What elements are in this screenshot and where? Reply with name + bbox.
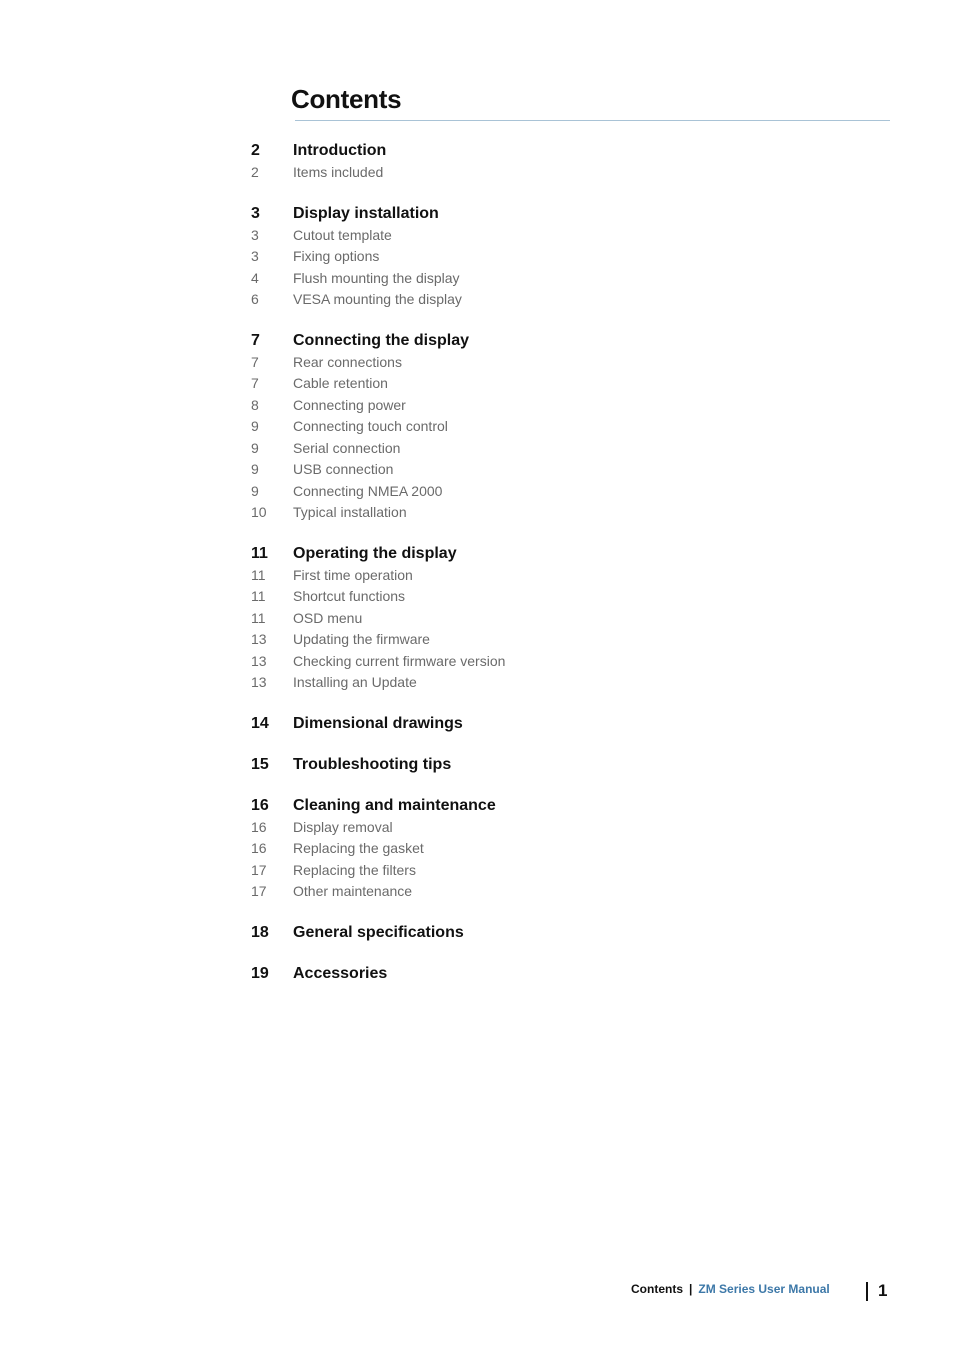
toc-entry-page-number: 6	[251, 291, 259, 307]
toc-entry[interactable]	[251, 397, 771, 419]
toc-section-heading[interactable]	[251, 545, 771, 567]
toc-entry[interactable]	[251, 418, 771, 440]
toc-entry[interactable]	[251, 164, 771, 186]
toc-section-heading[interactable]	[251, 142, 771, 164]
toc-entry[interactable]	[251, 567, 771, 589]
toc-section-page-number: 7	[251, 331, 260, 349]
toc-entry-title: Rear connections	[293, 353, 402, 370]
toc-section-heading[interactable]	[251, 332, 771, 354]
toc-section	[251, 756, 771, 778]
toc-section	[251, 332, 771, 526]
toc-entry-title: Shortcut functions	[293, 588, 406, 604]
toc-section-title: Cleaning and maintenance	[293, 796, 496, 814]
toc-entry-title: Connecting NMEA 2000	[293, 482, 443, 499]
toc-entry-title: OSD menu	[293, 609, 363, 626]
toc-section-heading[interactable]	[251, 205, 771, 227]
toc-entry-title: Items included	[293, 164, 384, 180]
toc-entry[interactable]	[251, 674, 771, 696]
toc-section-heading[interactable]	[251, 715, 771, 737]
toc-section-heading[interactable]	[251, 965, 771, 987]
toc-entry-title: Installing an Update	[293, 674, 417, 690]
toc-entry-page-number: 9	[251, 439, 259, 456]
toc-entry-page-number: 4	[251, 269, 259, 286]
toc-section-title: General specifications	[293, 923, 464, 941]
toc-entry[interactable]	[251, 504, 771, 526]
toc-section-title: Display installation	[293, 204, 439, 222]
toc-entry-page-number: 9	[251, 461, 259, 477]
toc-section-page-number: 19	[251, 964, 269, 982]
toc-entry-title: Display removal	[293, 818, 393, 835]
toc-section	[251, 142, 771, 186]
toc-entry[interactable]	[251, 840, 771, 862]
toc-section-page-number: 3	[251, 204, 260, 222]
toc-entry-title: Flush mounting the display	[293, 269, 460, 286]
toc-entry-page-number: 17	[251, 883, 267, 899]
toc-entry-page-number: 3	[251, 226, 259, 243]
toc-section-title: Troubleshooting tips	[293, 755, 452, 773]
toc-entry-title: Serial connection	[293, 439, 401, 456]
toc-entry[interactable]	[251, 440, 771, 462]
toc-section-title: Connecting the display	[293, 331, 470, 349]
toc-entry-page-number: 2	[251, 164, 259, 180]
toc-section	[251, 797, 771, 905]
toc-entry[interactable]	[251, 653, 771, 675]
toc-entry-title: Checking current firmware version	[293, 652, 506, 669]
toc-section-title: Accessories	[293, 964, 388, 982]
page-number-bar	[866, 1282, 868, 1301]
toc-section	[251, 205, 771, 313]
footer-manual-title: ZM Series User Manual	[698, 1282, 830, 1296]
toc-entry[interactable]	[251, 461, 771, 483]
toc-entry-page-number: 11	[251, 588, 266, 604]
toc-section	[251, 715, 771, 737]
toc-section	[251, 965, 771, 987]
toc-entry-page-number: 13	[251, 631, 267, 647]
toc-entry[interactable]	[251, 631, 771, 653]
toc-section-title: Operating the display	[293, 544, 457, 562]
toc-section-page-number: 18	[251, 923, 269, 941]
toc-entry-page-number: 9	[251, 418, 259, 434]
page-number: 1	[878, 1281, 888, 1300]
toc-entry-page-number: 8	[251, 396, 259, 413]
toc-section-title: Dimensional drawings	[293, 714, 463, 732]
toc-entry-page-number: 3	[251, 248, 259, 264]
toc-entry[interactable]	[251, 227, 771, 249]
footer-separator: |	[689, 1282, 693, 1296]
toc-entry-title: Replacing the filters	[293, 861, 416, 878]
toc-entry[interactable]	[251, 819, 771, 841]
toc-entry[interactable]	[251, 248, 771, 270]
toc-entry-page-number: 7	[251, 353, 259, 370]
toc-entry-title: Connecting touch control	[293, 418, 448, 434]
toc-section	[251, 545, 771, 696]
toc-entry-page-number: 13	[251, 674, 267, 690]
toc-entry[interactable]	[251, 883, 771, 905]
toc-entry[interactable]	[251, 354, 771, 376]
toc-section-page-number: 11	[251, 544, 268, 562]
toc-entry-page-number: 17	[251, 861, 267, 878]
toc-entry-title: Other maintenance	[293, 883, 413, 899]
toc-section	[251, 924, 771, 946]
toc-section-page-number: 16	[251, 796, 269, 814]
toc-entry-title: VESA mounting the display	[293, 291, 462, 307]
page-title: Contents	[291, 84, 402, 114]
toc-entry-title: Replacing the gasket	[293, 840, 424, 856]
toc-entry-page-number: 16	[251, 840, 267, 856]
toc-entry-title: Fixing options	[293, 248, 380, 264]
toc-entry-title: Cable retention	[293, 375, 388, 391]
toc-entry-page-number: 10	[251, 504, 267, 520]
title-divider	[295, 120, 890, 121]
toc-entry-title: First time operation	[293, 566, 413, 583]
toc-entry-title: Updating the firmware	[293, 631, 430, 647]
toc-entry[interactable]	[251, 483, 771, 505]
toc-entry-page-number: 11	[251, 566, 266, 583]
toc-entry-title: Cutout template	[293, 226, 392, 243]
toc-entry[interactable]	[251, 610, 771, 632]
toc-section-heading[interactable]	[251, 756, 771, 778]
toc-section-heading[interactable]	[251, 797, 771, 819]
toc-entry[interactable]	[251, 862, 771, 884]
toc-entry-title: USB connection	[293, 461, 394, 477]
toc-entry-page-number: 16	[251, 818, 267, 835]
toc-entry[interactable]	[251, 270, 771, 292]
toc-entry-page-number: 9	[251, 482, 259, 499]
toc-section-page-number: 2	[251, 142, 260, 159]
page-footer	[631, 1282, 830, 1296]
toc-entry-page-number: 11	[251, 609, 266, 626]
toc-section-heading[interactable]	[251, 924, 771, 946]
toc-entry-page-number: 13	[251, 652, 267, 669]
toc-entry-title: Connecting power	[293, 396, 406, 413]
toc-entry[interactable]	[251, 588, 771, 610]
footer-section-name: Contents	[631, 1282, 683, 1296]
toc-section-page-number: 14	[251, 714, 269, 732]
table-of-contents	[251, 142, 771, 1006]
toc-entry[interactable]	[251, 291, 771, 313]
toc-entry[interactable]	[251, 375, 771, 397]
toc-section-title: Introduction	[293, 142, 387, 159]
toc-entry-page-number: 7	[251, 375, 259, 391]
toc-entry-title: Typical installation	[293, 504, 407, 520]
toc-section-page-number: 15	[251, 755, 269, 773]
